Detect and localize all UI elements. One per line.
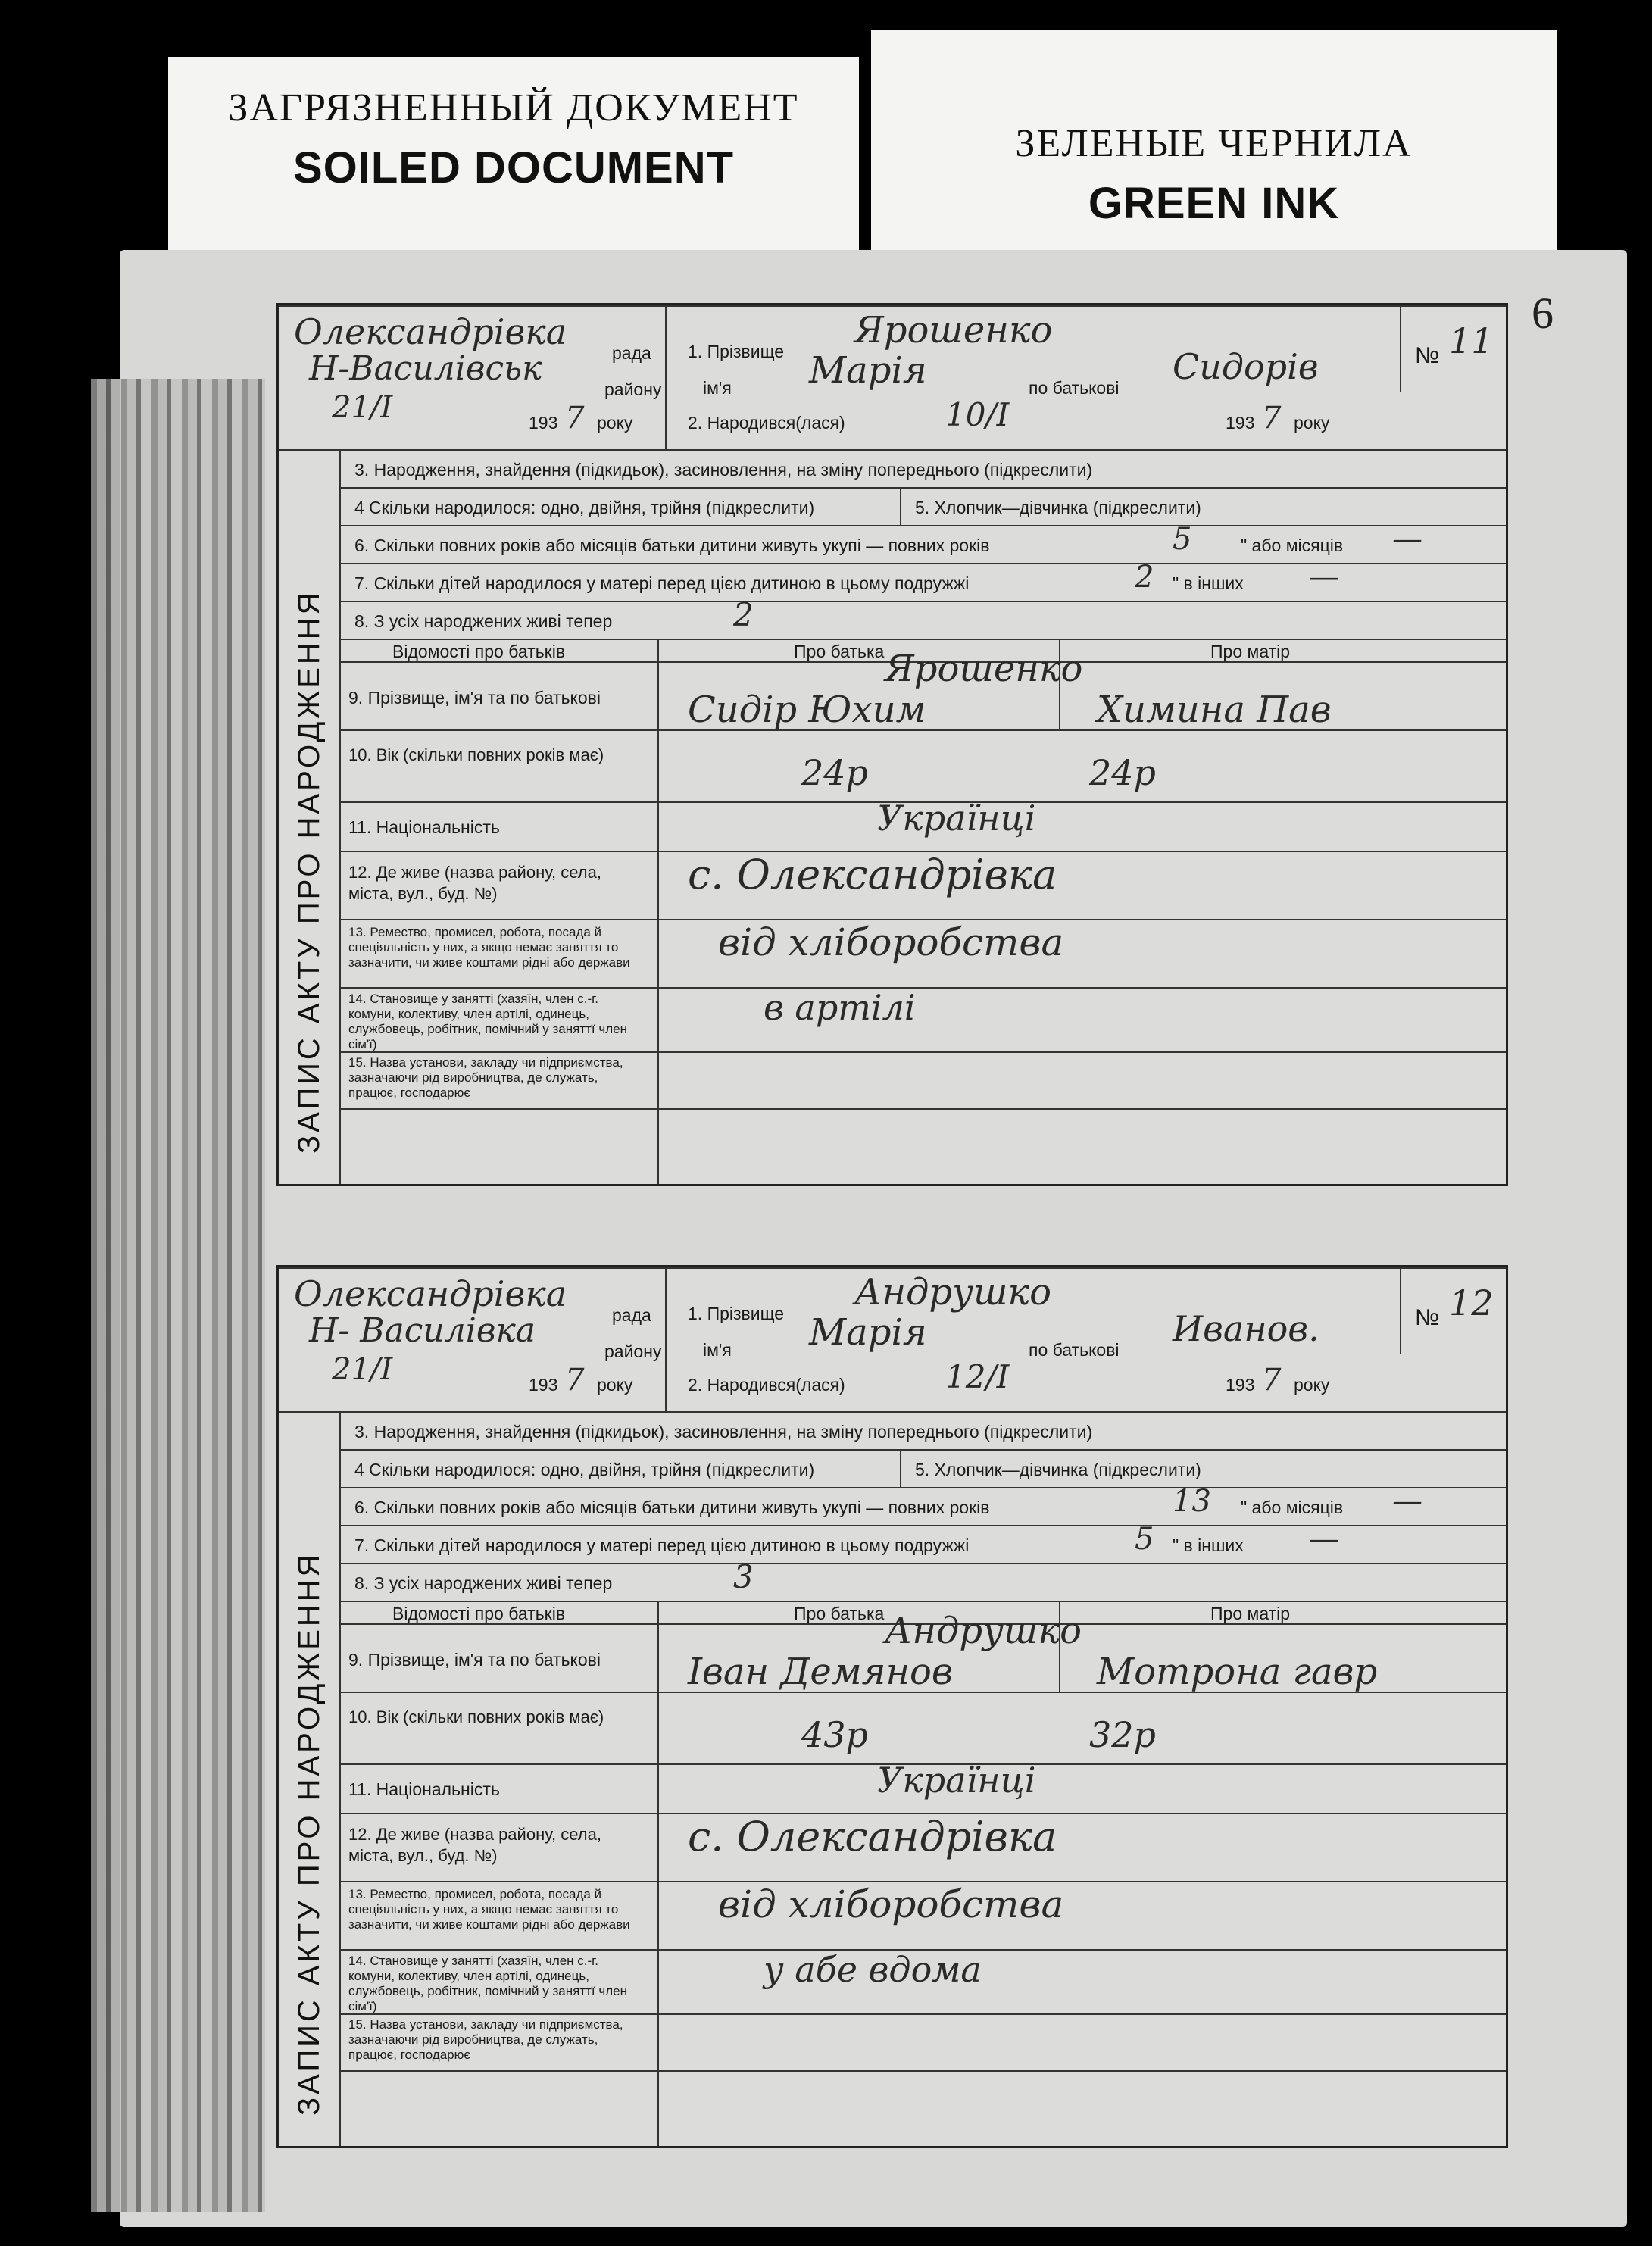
- green-ink-label: [871, 30, 1557, 269]
- side-title: ЗАПИС АКТУ ПРО НАРОДЖЕННЯ: [292, 1551, 326, 2116]
- label-left-en: SOILED DOCUMENT: [292, 143, 735, 192]
- occupation-value: від хліборобства: [718, 1882, 1064, 1926]
- name-label: ім'я: [703, 378, 732, 398]
- surname-label: 1. Прізвище: [688, 342, 785, 361]
- reg-date-value: 21/I: [332, 390, 393, 425]
- field-8-label: 8. З усіх народжених живі тепер: [354, 1573, 613, 1593]
- birth-record-form-2: [276, 1265, 1508, 2148]
- father-age-value: 43р: [801, 1714, 868, 1755]
- children-other-value: —: [1309, 1522, 1339, 1557]
- number-label: №: [1415, 1305, 1440, 1330]
- alive-now-value: 3: [733, 1558, 754, 1595]
- field-15-label: 15. Назва установи, закладу чи підприємства, зазначаючи рід виробництва, де служать, працює, господарює: [348, 2017, 623, 2062]
- field-7-other-label: " в інших: [1173, 1535, 1244, 1555]
- field-7-other-label: " в інших: [1173, 573, 1244, 593]
- father-name-value: Іван Демянов: [688, 1651, 953, 1693]
- mother-header: Про матір: [1210, 642, 1291, 661]
- field-3-label: 3. Народження, знайдення (підкидьок), засиновлення, на зміну попереднього (підкреслити): [354, 460, 1093, 480]
- raion-label: району: [604, 1342, 662, 1361]
- birth-record-form-1: [276, 303, 1508, 1186]
- status-value: в артілі: [764, 987, 916, 1028]
- field-9-label: 9. Прізвище, ім'я та по батькові: [348, 1650, 601, 1670]
- father-name-value: Сидір Юхим: [688, 689, 926, 731]
- father-header: Про батька: [794, 642, 885, 661]
- months-together-value: —: [1392, 1484, 1422, 1519]
- patronymic-label: по батькові: [1029, 378, 1120, 398]
- raion-label: району: [604, 380, 662, 399]
- birth-year-label: 193: [1226, 413, 1255, 433]
- name-value: Марія: [809, 1311, 927, 1354]
- mother-age-value: 24р: [1089, 752, 1156, 793]
- field-8-label: 8. З усіх народжених живі тепер: [354, 611, 613, 631]
- rada-value: Олександрівка: [294, 1273, 567, 1314]
- reg-year-word: року: [597, 413, 633, 433]
- children-before-value: 2: [1135, 560, 1154, 595]
- field-12-label: 12. Де живе (назва району, села, міста, вул., буд. №): [348, 1825, 601, 1865]
- field-6-label: 6. Скільки повних років або місяців батьки дитини живуть укупі — повних років: [354, 536, 990, 555]
- mother-age-value: 32р: [1089, 1714, 1156, 1755]
- field-4-label: 4 Скільки народилося: одно, двійня, трійня (підкреслити): [354, 1460, 815, 1479]
- reg-year-digit: 7: [565, 401, 585, 436]
- occupation-value: від хліборобства: [718, 920, 1064, 964]
- label-right-en: GREEN INK: [1088, 179, 1340, 228]
- raion-value: Н- Василівка: [309, 1311, 536, 1350]
- nationality-value: Українці: [877, 1760, 1036, 1801]
- alive-now-value: 2: [733, 596, 754, 633]
- children-before-value: 5: [1135, 1522, 1154, 1557]
- surname-label: 1. Прізвище: [688, 1304, 785, 1323]
- field-11-label: 11. Національність: [348, 1779, 500, 1799]
- birth-year-word: року: [1294, 1375, 1330, 1395]
- years-together-value: 13: [1173, 1484, 1211, 1519]
- birth-year-digit: 7: [1262, 1363, 1282, 1398]
- rada-label: рада: [612, 343, 651, 363]
- number-value: 12: [1449, 1282, 1494, 1323]
- field-5-label: 5. Хлопчик—дівчинка (підкреслити): [915, 1460, 1201, 1479]
- field-10-label: 10. Вік (скільки повних років має): [348, 745, 604, 764]
- reg-year-word: року: [597, 1375, 633, 1395]
- mother-name-value: Химина Пав: [1097, 689, 1332, 731]
- birth-year-label: 193: [1226, 1375, 1255, 1395]
- birth-label: 2. Народився(лася): [688, 413, 845, 433]
- parents-info-header: Відомості про батьків: [392, 642, 566, 661]
- field-12-label: 12. Де живе (назва району, села, міста, вул., буд. №): [348, 863, 601, 903]
- months-together-value: —: [1392, 522, 1422, 557]
- raion-value: Н-Василівськ: [309, 349, 542, 388]
- nationality-value: Українці: [877, 798, 1036, 839]
- parents-info-header: Відомості про батьків: [392, 1604, 566, 1623]
- birth-label: 2. Народився(лася): [688, 1375, 845, 1395]
- surname-value: Ярошенко: [854, 309, 1053, 351]
- rada-label: рада: [612, 1305, 651, 1325]
- soiled-document-label: [168, 57, 859, 250]
- residence-value: с. Олександрівка: [688, 1813, 1057, 1860]
- patronymic-label: по батькові: [1029, 1340, 1120, 1360]
- name-label: ім'я: [703, 1340, 732, 1360]
- field-14-label: 14. Становище у занятті (хазяїн, член с.-г. комуни, колективу, член артілі, одинець, службовець, робітник, помічний у заняттї член сім'ї): [348, 992, 627, 1051]
- side-title: ЗАПИС АКТУ ПРО НАРОДЖЕННЯ: [292, 589, 326, 1154]
- children-other-value: —: [1309, 560, 1339, 595]
- birth-value: 10/I: [945, 396, 1010, 433]
- field-13-label: 13. Ремество, промисел, робота, посада й спеціяльність у них, а якщо немає заняття то зазначити, чи живе коштами рідні або держави: [348, 925, 630, 970]
- father-surname-value: Андрушко: [885, 1610, 1082, 1652]
- field-7-label: 7. Скільки дітей народилося у матері перед цією дитиною в цьому подружжі: [354, 1535, 970, 1555]
- field-9-label: 9. Прізвище, ім'я та по батькові: [348, 688, 601, 708]
- field-15-label: 15. Назва установи, закладу чи підприємства, зазначаючи рід виробництва, де служать, працює, господарює: [348, 1055, 623, 1100]
- torn-binding-edge: [91, 379, 265, 2212]
- father-age-value: 24р: [801, 752, 868, 793]
- field-10-label: 10. Вік (скільки повних років має): [348, 1707, 604, 1726]
- status-value: у абе вдома: [764, 1949, 982, 1990]
- reg-year-label: 193: [529, 1375, 558, 1395]
- label-right-ru: ЗЕЛЕНЫЕ ЧЕРНИЛА: [1015, 122, 1413, 165]
- field-6-label: 6. Скільки повних років або місяців батьки дитини живуть укупі — повних років: [354, 1498, 990, 1517]
- birth-year-word: року: [1294, 413, 1330, 433]
- patronymic-value: Сидорів: [1173, 346, 1319, 387]
- number-value: 11: [1449, 320, 1494, 361]
- birth-value: 12/I: [945, 1358, 1010, 1395]
- field-5-label: 5. Хлопчик—дівчинка (підкреслити): [915, 498, 1201, 517]
- patronymic-value: Иванов.: [1173, 1308, 1319, 1349]
- field-4-label: 4 Скільки народилося: одно, двійня, трійня (підкреслити): [354, 498, 815, 517]
- page-number: 6: [1532, 289, 1554, 338]
- mother-header: Про матір: [1210, 1604, 1291, 1623]
- reg-date-value: 21/I: [332, 1352, 393, 1387]
- mother-name-value: Мотрона гавр: [1097, 1651, 1378, 1693]
- field-7-label: 7. Скільки дітей народилося у матері перед цією дитиною в цьому подружжі: [354, 573, 970, 593]
- reg-year-label: 193: [529, 413, 558, 433]
- number-label: №: [1415, 343, 1440, 368]
- residence-value: с. Олександрівка: [688, 851, 1057, 898]
- birth-year-digit: 7: [1262, 401, 1282, 436]
- reg-year-digit: 7: [565, 1363, 585, 1398]
- years-together-value: 5: [1173, 522, 1192, 557]
- field-13-label: 13. Ремество, промисел, робота, посада й спеціяльність у них, а якщо немає заняття то зазначити, чи живе коштами рідні або держави: [348, 1887, 630, 1932]
- field-3-label: 3. Народження, знайдення (підкидьок), засиновлення, на зміну попереднього (підкреслити): [354, 1422, 1093, 1442]
- field-14-label: 14. Становище у занятті (хазяїн, член с.-г. комуни, колективу, член артілі, одинець, службовець, робітник, помічний у заняттї член сім'ї): [348, 1954, 627, 2013]
- name-value: Марія: [809, 349, 927, 392]
- rada-value: Олександрівка: [294, 311, 567, 352]
- father-surname-value: Ярошенко: [885, 648, 1083, 690]
- field-6-months-label: " або місяців: [1241, 1498, 1344, 1517]
- father-header: Про батька: [794, 1604, 885, 1623]
- field-6-months-label: " або місяців: [1241, 536, 1344, 555]
- surname-value: Андрушко: [854, 1271, 1051, 1314]
- label-left-ru: ЗАГРЯЗНЕННЫЙ ДОКУМЕНТ: [228, 86, 799, 130]
- field-11-label: 11. Національність: [348, 817, 500, 837]
